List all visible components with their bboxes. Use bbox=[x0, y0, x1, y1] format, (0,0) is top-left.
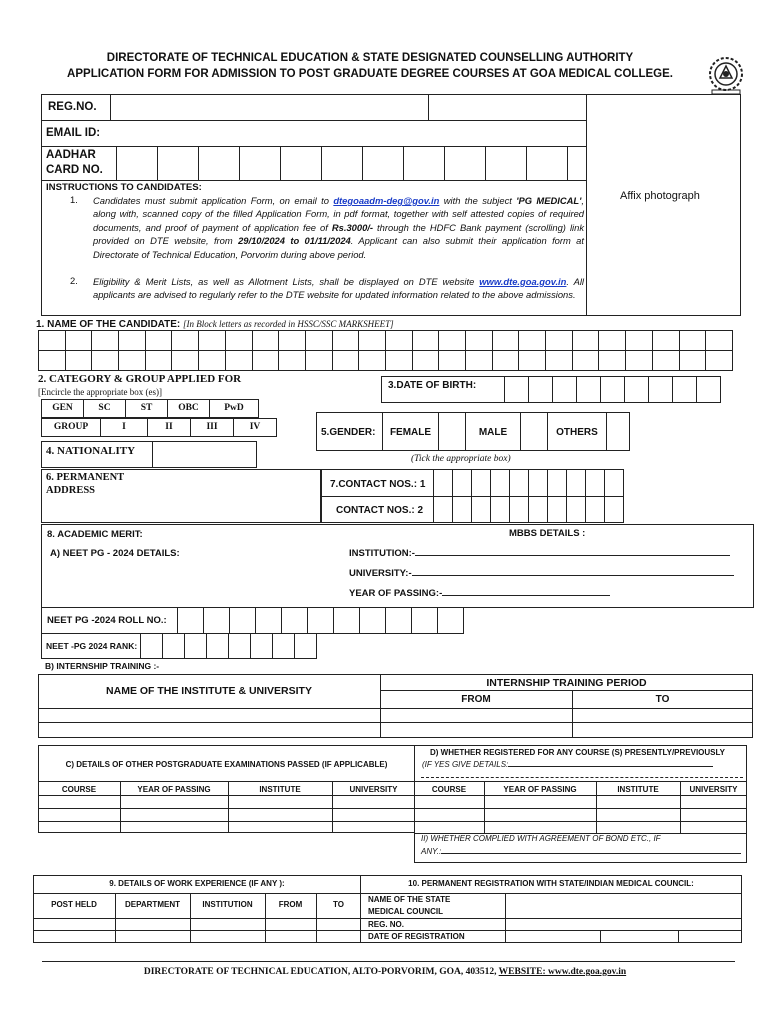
header-line-1: DIRECTORATE OF TECHNICAL EDUCATION & STATE DESIGNATED COUNSELLING AUTHORITY bbox=[106, 52, 634, 64]
name-char-box[interactable] bbox=[679, 331, 706, 351]
name-char-box[interactable] bbox=[706, 351, 733, 371]
contact-2-box[interactable] bbox=[566, 496, 586, 523]
contact-2-label: CONTACT NOS.: 2 bbox=[336, 505, 424, 516]
name-char-box[interactable] bbox=[572, 331, 599, 351]
roll-no-box[interactable] bbox=[177, 607, 204, 634]
name-char-box[interactable] bbox=[412, 331, 439, 351]
academic-label: 8. ACADEMIC MERIT: bbox=[47, 529, 143, 540]
gender-others-label: OTHERS bbox=[556, 427, 598, 438]
name-char-box[interactable] bbox=[332, 331, 359, 351]
dob-box[interactable] bbox=[552, 376, 577, 403]
rank-box[interactable] bbox=[162, 633, 185, 659]
address-label-2: ADDRESS bbox=[46, 485, 96, 496]
gender-female-label: FEMALE bbox=[389, 427, 432, 438]
roll-no-label: NEET PG -2024 ROLL NO.: bbox=[47, 615, 167, 626]
name-char-box[interactable] bbox=[546, 351, 573, 371]
name-char-box[interactable] bbox=[305, 331, 332, 351]
name-char-box[interactable] bbox=[492, 331, 519, 351]
reg-no-field[interactable] bbox=[111, 95, 427, 119]
contact-1-row bbox=[321, 469, 624, 497]
dob-box[interactable] bbox=[624, 376, 649, 403]
nationality-label: 4. NATIONALITY bbox=[46, 445, 136, 457]
name-char-box[interactable] bbox=[119, 351, 146, 371]
gender-note: (Tick the appropriate box) bbox=[411, 454, 511, 464]
name-char-box[interactable] bbox=[626, 331, 653, 351]
contact-1-box[interactable] bbox=[604, 469, 624, 497]
category-boxes[interactable] bbox=[41, 399, 259, 418]
contact-1-box[interactable] bbox=[471, 469, 491, 497]
work-col-from: FROM bbox=[278, 900, 303, 909]
name-char-box[interactable] bbox=[92, 331, 119, 351]
name-char-box[interactable] bbox=[652, 331, 679, 351]
state-council-label-2: MEDICAL COUNCIL bbox=[368, 907, 443, 916]
exams-d-col-institute: INSTITUTE bbox=[617, 785, 659, 794]
name-char-box[interactable] bbox=[679, 351, 706, 371]
name-char-box[interactable] bbox=[145, 331, 172, 351]
name-char-box[interactable] bbox=[652, 351, 679, 371]
roll-no-box[interactable] bbox=[281, 607, 308, 634]
contact-1-box[interactable] bbox=[509, 469, 529, 497]
university-field[interactable] bbox=[412, 575, 734, 576]
instruction-2: Eligibility & Merit Lists, as well as Allotment Lists, shall be displayed on DTE website www.dte.goa.gov.in. All applicants are advised to regularly refer to the DTE website for updated information related to the above admissions. bbox=[93, 276, 585, 301]
contact-2-box[interactable] bbox=[452, 496, 472, 523]
contact-2-row bbox=[321, 496, 624, 523]
contact-2-box[interactable] bbox=[433, 496, 453, 523]
name-char-box[interactable] bbox=[92, 351, 119, 371]
exams-d-details-field[interactable] bbox=[508, 766, 713, 767]
contact-1-box[interactable] bbox=[433, 469, 453, 497]
contact-1-box[interactable] bbox=[452, 469, 472, 497]
contact-2-box[interactable] bbox=[471, 496, 491, 523]
name-char-box[interactable] bbox=[706, 331, 733, 351]
roll-no-box[interactable] bbox=[411, 607, 438, 634]
institution-field[interactable] bbox=[415, 555, 730, 556]
exams-d-label: D) WHETHER REGISTERED FOR ANY COURSE (S) PRESENTLY/PREVIOUSLY bbox=[430, 748, 726, 757]
name-char-box[interactable] bbox=[599, 331, 626, 351]
bond-field[interactable] bbox=[441, 853, 741, 854]
name-char-box[interactable] bbox=[439, 351, 466, 371]
work-col-to: TO bbox=[333, 900, 344, 909]
category-label: 2. CATEGORY & GROUP APPLIED FOR bbox=[38, 373, 242, 385]
name-char-box[interactable] bbox=[332, 351, 359, 371]
neet-details-label: A) NEET PG - 2024 DETAILS: bbox=[50, 548, 180, 559]
internship-name-col: NAME OF THE INSTITUTE & UNIVERSITY bbox=[106, 685, 312, 697]
footer-website-link[interactable]: WEBSITE: www.dte.goa.gov.in bbox=[498, 967, 627, 977]
exams-d-col-university: UNIVERSITY bbox=[689, 785, 738, 794]
name-char-box[interactable] bbox=[65, 351, 92, 371]
category-pwd[interactable]: PwD bbox=[224, 403, 244, 413]
name-char-box[interactable] bbox=[225, 351, 252, 371]
candidate-name-label: 1. NAME OF THE CANDIDATE: [In Block letters as recorded in HSSC/SSC MARKSHEET] bbox=[36, 319, 394, 330]
name-char-box[interactable] bbox=[39, 331, 66, 351]
reg-no-council-label: REG. NO. bbox=[368, 920, 405, 929]
gender-label: 5.GENDER: bbox=[321, 427, 376, 438]
state-council-label-1: NAME OF THE STATE bbox=[368, 895, 451, 904]
work-col-post: POST HELD bbox=[51, 900, 97, 909]
contact-1-box[interactable] bbox=[585, 469, 605, 497]
rank-box[interactable] bbox=[206, 633, 229, 659]
aadhar-label-1: AADHAR bbox=[46, 149, 96, 161]
nationality-field[interactable] bbox=[152, 441, 257, 468]
contact-1-label: 7.CONTACT NOS.: 1 bbox=[330, 479, 426, 490]
instructions-title: INSTRUCTIONS TO CANDIDATES: bbox=[46, 182, 202, 193]
instruction-1: Candidates must submit application Form, on email to dtegoaadm-deg@gov.in with the subject 'PG MEDICAL', along with, scanned copy of the filled Application Form, in pdf format, together with self attested copies of required documents, and proof of payment of application fee of Rs.3000/- through the HDFC Bank payment (scrolling) link provided on DTE website, from 29/10/2024 to 01/11/2024. Applicant can also submit their application form at Directorate of Technical Education, Porvorim during above period. bbox=[93, 195, 585, 260]
name-char-box[interactable] bbox=[519, 351, 546, 371]
address-label-1: 6. PERMANENT bbox=[46, 472, 125, 483]
contact-2-box[interactable] bbox=[604, 496, 624, 523]
contact-2-box[interactable] bbox=[585, 496, 605, 523]
roll-no-box[interactable] bbox=[307, 607, 334, 634]
dob-box[interactable] bbox=[672, 376, 697, 403]
category-obc[interactable]: OBC bbox=[178, 403, 199, 413]
name-char-box[interactable] bbox=[599, 351, 626, 371]
name-char-box[interactable] bbox=[145, 351, 172, 371]
name-char-box[interactable] bbox=[546, 331, 573, 351]
instruction-1-number: 1. bbox=[70, 194, 78, 205]
rank-row bbox=[41, 633, 317, 659]
exams-c-col-course: COURSE bbox=[61, 785, 97, 794]
contact-1-box[interactable] bbox=[528, 469, 548, 497]
rank-box[interactable] bbox=[294, 633, 317, 659]
roll-no-box[interactable] bbox=[333, 607, 360, 634]
name-char-box[interactable] bbox=[572, 351, 599, 371]
name-char-box[interactable] bbox=[225, 331, 252, 351]
name-char-box[interactable] bbox=[39, 351, 66, 371]
rank-box[interactable] bbox=[250, 633, 273, 659]
nationality-row bbox=[41, 441, 257, 468]
contact-1-box[interactable] bbox=[566, 469, 586, 497]
name-char-box[interactable] bbox=[199, 351, 226, 371]
registration-label: 10. PERMANENT REGISTRATION WITH STATE/INDIAN MEDICAL COUNCIL: bbox=[408, 879, 694, 888]
email-label: EMAIL ID: bbox=[46, 127, 101, 139]
dob-box[interactable] bbox=[696, 376, 721, 403]
internship-to: TO bbox=[655, 694, 670, 705]
dob-box[interactable] bbox=[600, 376, 625, 403]
exams-c-col-institute: INSTITUTE bbox=[259, 785, 301, 794]
name-char-box[interactable] bbox=[119, 331, 146, 351]
dob-box[interactable] bbox=[576, 376, 601, 403]
name-char-box[interactable] bbox=[412, 351, 439, 371]
group-boxes[interactable] bbox=[41, 418, 277, 437]
contact-2-box[interactable] bbox=[490, 496, 510, 523]
rank-box[interactable] bbox=[184, 633, 207, 659]
dob-box[interactable] bbox=[504, 376, 529, 403]
roll-no-box[interactable] bbox=[229, 607, 256, 634]
contact-2-box[interactable] bbox=[509, 496, 529, 523]
dob-label: 3.DATE OF BIRTH: bbox=[388, 380, 477, 391]
exams-c-label: C) DETAILS OF OTHER POSTGRADUATE EXAMINATIONS PASSED (IF APPLICABLE) bbox=[65, 760, 388, 769]
gender-male-box[interactable] bbox=[520, 412, 548, 451]
contact-2-box[interactable] bbox=[528, 496, 548, 523]
bond-any-label: ANY.: bbox=[421, 847, 741, 856]
name-char-box[interactable] bbox=[65, 331, 92, 351]
name-char-box[interactable] bbox=[199, 331, 226, 351]
internship-period: INTERNSHIP TRAINING PERIOD bbox=[486, 677, 647, 689]
rank-box[interactable] bbox=[140, 633, 163, 659]
name-char-box[interactable] bbox=[305, 351, 332, 371]
work-col-institution: INSTITUTION bbox=[202, 900, 253, 909]
emblem-logo bbox=[706, 52, 746, 96]
year-passing-field[interactable] bbox=[442, 595, 610, 596]
rank-box[interactable] bbox=[228, 633, 251, 659]
work-label: 9. DETAILS OF WORK EXPERIENCE (IF ANY ): bbox=[109, 879, 285, 888]
name-char-box[interactable] bbox=[626, 351, 653, 371]
name-char-box[interactable] bbox=[439, 331, 466, 351]
affix-photograph: Affix photograph bbox=[620, 190, 700, 202]
dob-row bbox=[381, 376, 721, 403]
name-char-box[interactable] bbox=[172, 351, 199, 371]
name-char-box[interactable] bbox=[252, 331, 279, 351]
institution-label: INSTITUTION:- bbox=[349, 548, 730, 559]
exams-c-col-university: UNIVERSITY bbox=[349, 785, 398, 794]
roll-no-box[interactable] bbox=[385, 607, 412, 634]
email-field[interactable] bbox=[112, 121, 582, 145]
roll-no-box[interactable] bbox=[437, 607, 464, 634]
exams-c-col-year: YEAR OF PASSING bbox=[137, 785, 211, 794]
work-col-department: DEPARTMENT bbox=[125, 900, 180, 909]
name-char-box[interactable] bbox=[466, 351, 493, 371]
dte-website-link[interactable]: www.dte.goa.gov.in bbox=[479, 276, 567, 287]
name-char-box[interactable] bbox=[359, 351, 386, 371]
instruction-2-number: 2. bbox=[70, 275, 78, 286]
internship-label: B) INTERNSHIP TRAINING :- bbox=[45, 661, 160, 671]
gender-others-box[interactable] bbox=[606, 412, 630, 451]
name-char-box[interactable] bbox=[172, 331, 199, 351]
date-registration-label: DATE OF REGISTRATION bbox=[368, 932, 465, 941]
year-passing-label: YEAR OF PASSING:- bbox=[349, 588, 610, 599]
gender-row bbox=[316, 412, 630, 451]
candidate-name-grid[interactable] bbox=[38, 330, 733, 371]
instruction-email-link[interactable]: dtegoaadm-deg@gov.in bbox=[333, 195, 440, 206]
exams-d-col-year: YEAR OF PASSING bbox=[503, 785, 577, 794]
internship-from: FROM bbox=[461, 694, 491, 705]
group-label: GROUP bbox=[53, 422, 89, 432]
name-char-box[interactable] bbox=[359, 331, 386, 351]
name-char-box[interactable] bbox=[492, 351, 519, 371]
mbbs-label: MBBS DETAILS : bbox=[509, 528, 586, 539]
roll-no-box[interactable] bbox=[359, 607, 386, 634]
rank-label: NEET -PG 2024 RANK: bbox=[46, 641, 138, 651]
aadhar-label-2: CARD NO. bbox=[46, 164, 103, 176]
roll-no-box[interactable] bbox=[255, 607, 282, 634]
category-gen[interactable]: GEN bbox=[52, 403, 73, 413]
contact-1-box[interactable] bbox=[490, 469, 510, 497]
rank-box[interactable] bbox=[272, 633, 295, 659]
group-i[interactable]: I bbox=[122, 422, 126, 432]
gender-male-label: MALE bbox=[478, 427, 508, 438]
name-char-box[interactable] bbox=[466, 331, 493, 351]
name-char-box[interactable] bbox=[385, 331, 412, 351]
category-note: [Encircle the appropriate box (es)] bbox=[38, 387, 162, 397]
footer: DIRECTORATE OF TECHNICAL EDUCATION, ALTO-PORVORIM, GOA, 403512, WEBSITE: www.dte.goa.gov.in bbox=[143, 967, 627, 977]
dob-box[interactable] bbox=[528, 376, 553, 403]
exams-d-col-course: COURSE bbox=[431, 785, 467, 794]
contact-1-box[interactable] bbox=[547, 469, 567, 497]
exams-d-note: (IF YES GIVE DETAILS: bbox=[422, 760, 713, 769]
name-char-box[interactable] bbox=[252, 351, 279, 371]
contact-2-box[interactable] bbox=[547, 496, 567, 523]
university-label: UNIVERSITY:- bbox=[349, 568, 734, 579]
dob-box[interactable] bbox=[648, 376, 673, 403]
name-char-box[interactable] bbox=[519, 331, 546, 351]
name-char-box[interactable] bbox=[279, 331, 306, 351]
bond-label: II) WHETHER COMPLIED WITH AGREEMENT OF BOND ETC., IF bbox=[421, 834, 661, 843]
category-st[interactable]: ST bbox=[140, 403, 153, 413]
header-line-2: APPLICATION FORM FOR ADMISSION TO POST GRADUATE DEGREE COURSES AT GOA MEDICAL COLLEGE. bbox=[67, 68, 673, 80]
group-iii[interactable]: III bbox=[206, 422, 218, 432]
roll-no-box[interactable] bbox=[203, 607, 230, 634]
roll-no-row bbox=[41, 607, 464, 634]
reg-no-label: REG.NO. bbox=[48, 101, 97, 113]
category-sc[interactable]: SC bbox=[98, 403, 111, 413]
group-ii[interactable]: II bbox=[165, 422, 173, 432]
group-iv[interactable]: IV bbox=[249, 422, 261, 432]
aadhar-boxes[interactable] bbox=[116, 146, 568, 181]
name-char-box[interactable] bbox=[385, 351, 412, 371]
name-char-box[interactable] bbox=[279, 351, 306, 371]
gender-female-box[interactable] bbox=[438, 412, 466, 451]
